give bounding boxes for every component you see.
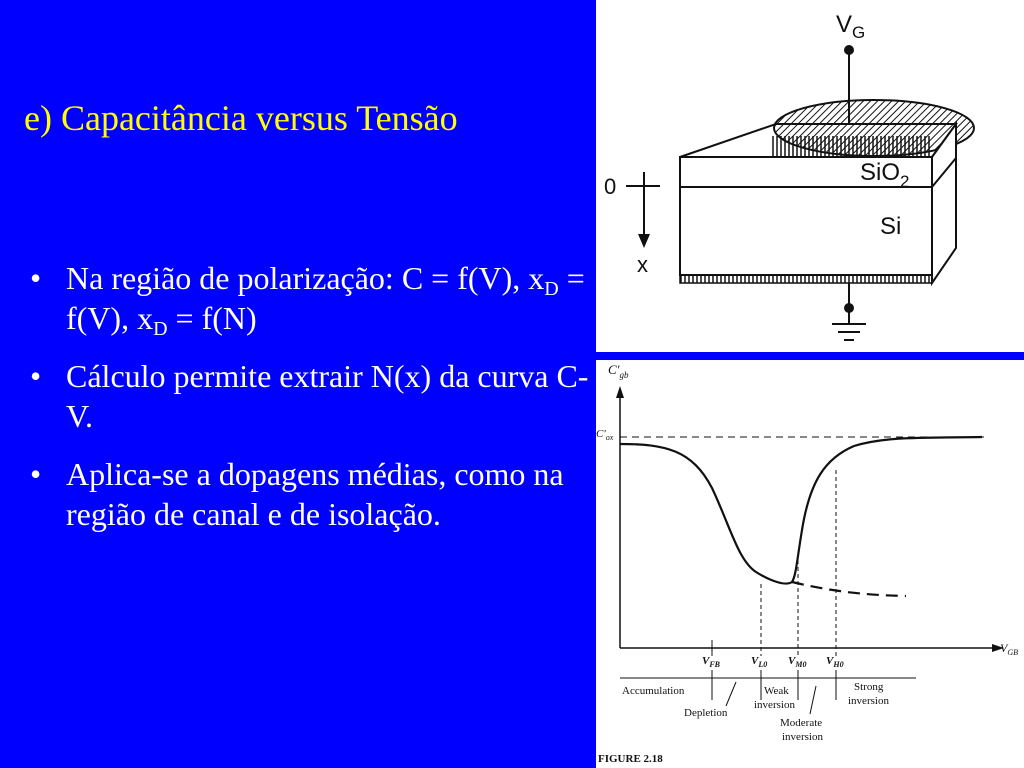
oxide-label: SiO$_2$ xyxy=(860,159,910,191)
region-moderate-line1: Moderate xyxy=(780,717,823,729)
region-weak-line1: Weak xyxy=(764,685,789,697)
region-accumulation: Accumulation xyxy=(622,685,685,697)
vm0-label: $V_{M0}$ xyxy=(788,655,807,669)
vl0-label: $V_{L0}$ xyxy=(751,655,768,669)
depth-axis-label: x xyxy=(637,252,648,277)
bullet-item: • Cálculo permite extrair N(x) da curva C-V. xyxy=(30,358,589,434)
depletion-pointer xyxy=(726,682,736,706)
bullet-list xyxy=(24,258,589,552)
gate-edge xyxy=(772,136,932,158)
region-strong-line1: Strong xyxy=(854,681,884,693)
region-weak-line2: inversion xyxy=(754,699,795,711)
vh0-label: $V_{H0}$ xyxy=(826,655,844,669)
cv-curve-chart xyxy=(596,360,1024,768)
cv-curve-figure xyxy=(596,360,1024,768)
y-axis-label: $C'_{gb}$ xyxy=(608,362,629,380)
figure-caption: FIGURE 2.18 xyxy=(598,753,663,765)
cox-label: $C'_{ox}$ xyxy=(596,428,614,442)
region-strong-line2: inversion xyxy=(848,695,889,707)
bullet-item: • Na região de polarização: C = f(V), $x_D = f(V)$, $x_D = f(N)$ xyxy=(30,260,585,340)
mos-structure-figure xyxy=(596,0,1024,352)
back-contact xyxy=(680,275,932,283)
moderate-pointer xyxy=(810,686,816,714)
bullet-marker: • xyxy=(30,456,42,492)
cv-curve-low-frequency xyxy=(620,437,982,584)
slide-title: e) Capacitância versus Tensão xyxy=(24,98,458,138)
vfb-label: $V_{FB}$ xyxy=(702,655,721,669)
depth-arrow-icon xyxy=(638,234,650,248)
bullet-item: • Aplica-se a dopagens médias, como na região de canal e de isolação. xyxy=(30,456,564,532)
depth-origin-label: 0 xyxy=(604,174,617,199)
region-depletion: Depletion xyxy=(684,707,728,719)
bullet-marker: • xyxy=(30,358,42,394)
silicon-label: Si xyxy=(880,213,902,240)
x-axis-label: $V_{GB}$ xyxy=(1000,641,1019,657)
mos-structure-diagram xyxy=(596,0,1024,352)
ground-icon xyxy=(832,324,866,340)
bullet-marker: • xyxy=(30,260,42,296)
gate-voltage-label: $V_G$ xyxy=(836,11,866,42)
region-moderate-line2: inversion xyxy=(782,731,823,743)
cv-curve-high-frequency xyxy=(792,582,906,596)
